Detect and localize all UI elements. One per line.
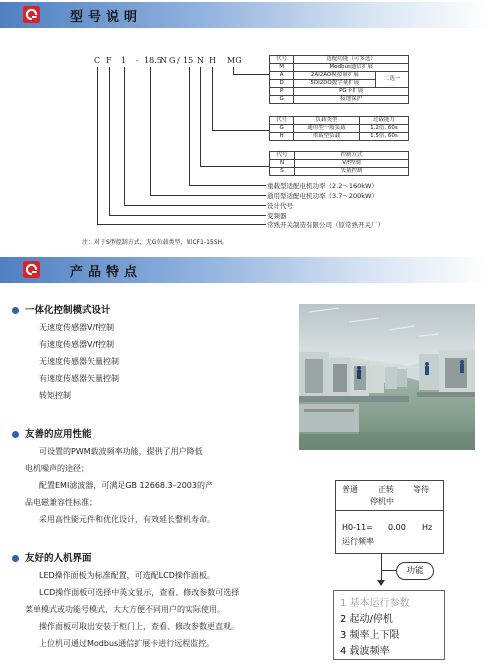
options-header-func: 选配功能（可多选） xyxy=(294,56,409,64)
control-code: S xyxy=(270,168,295,176)
options-func: PG卡扩展 xyxy=(294,88,409,96)
options-code: A xyxy=(270,72,294,80)
code-1: 1 xyxy=(121,56,127,65)
lcd-status: 停机中 xyxy=(370,497,394,506)
feature-line: 操作面板可取出安装于柜门上，查看、修改参数更直观。 xyxy=(39,622,239,631)
options-code: M xyxy=(270,64,294,72)
code-n1: N xyxy=(160,56,167,65)
load-header-type: 负载类型 xyxy=(294,117,360,125)
control-header-mode: 控制方式 xyxy=(295,152,409,160)
options-table xyxy=(269,55,409,104)
feature-line: 配置EMI滤波器，可满足GB 12668.3–2003的产 xyxy=(39,481,213,490)
lcd-value: 0.00 xyxy=(388,523,406,532)
flow-arrow xyxy=(381,553,382,583)
code-g: G xyxy=(169,56,176,65)
label-heavy-power: 重载型适配电机功率（2.2～160kW） xyxy=(267,182,378,190)
code-slash: / xyxy=(177,56,180,65)
lcd-mode: 普通 xyxy=(342,485,358,494)
load-table xyxy=(269,116,409,141)
label-design-code: 设计代号 xyxy=(267,202,293,210)
load-type: 重载型负载 xyxy=(294,133,360,141)
load-type: 通用型一般负载 xyxy=(294,125,360,133)
button-connector xyxy=(381,570,396,571)
code-f: F xyxy=(106,56,112,65)
menu-item[interactable]: 3 频率上下限 xyxy=(340,630,400,641)
lcd-unit: Hz xyxy=(422,523,433,532)
lcd-param: H0-11= xyxy=(342,523,373,532)
model-note: 注：对于S型控制方式，无G负载类型，如CF1-15SH。 xyxy=(82,239,229,246)
feature-line: 转矩控制 xyxy=(39,391,71,400)
load-overload: 1.5倍, 60s xyxy=(359,133,408,141)
feature-title: 一体化控制模式设计 xyxy=(25,305,111,316)
control-mode: 矢量控制 xyxy=(295,168,409,176)
label-inverter: 变频器 xyxy=(267,212,287,220)
lcd-divider xyxy=(336,510,443,511)
options-func: Modbus通信扩展 xyxy=(294,64,409,72)
code-mg: MG xyxy=(227,56,242,65)
section-title: 产品特点 xyxy=(70,265,143,280)
feature-line: 无速度传感器V/f控制 xyxy=(39,323,114,332)
bullet-icon xyxy=(12,307,19,314)
control-table xyxy=(269,151,409,176)
options-header-code: 代号 xyxy=(270,56,294,64)
menu-item[interactable]: 4 载波频率 xyxy=(340,646,390,657)
function-button[interactable]: 功能 xyxy=(396,562,434,580)
code-rating: 18.5 xyxy=(144,56,162,65)
load-header-overload: 过载能力 xyxy=(359,117,408,125)
options-func: 5DI2DO数字量扩展 xyxy=(294,80,376,88)
options-code: D xyxy=(270,80,294,88)
section-header-model xyxy=(0,2,491,28)
feature-line: 采用高性能元件和优化设计，有效延长整机寿命。 xyxy=(39,515,215,524)
menu-item[interactable]: 1 基本运行参数 xyxy=(340,598,410,609)
bullet-icon xyxy=(12,431,19,438)
control-header-code: 代号 xyxy=(270,152,295,160)
feature-line: 有速度传感器V/f控制 xyxy=(39,340,114,349)
code-n2: N xyxy=(197,56,204,65)
lcd-state: 等待 xyxy=(413,485,429,494)
arrow-head-icon xyxy=(377,580,385,586)
options-choose-one: 二选一 xyxy=(376,72,409,88)
lcd-menu xyxy=(333,590,445,660)
feature-line: 电机噪声的途径； xyxy=(25,464,89,473)
feature-line: LED操作面板为标准配置，可选配LCD操作面板。 xyxy=(39,571,215,580)
options-code: P xyxy=(270,88,294,96)
bullet-icon xyxy=(12,555,19,562)
options-func: 2AI2AO模拟量扩展 xyxy=(294,72,376,80)
control-mode: V/f控制 xyxy=(295,160,409,168)
feature-title: 友善的应用性能 xyxy=(25,429,92,440)
label-general-power: 通用型适配电机功率（3.7～200kW） xyxy=(267,192,378,200)
feature-line: 品电磁兼容性标准； xyxy=(25,498,97,507)
feature-line: 可设置的PWM载波频率功能，提供了用户降低 xyxy=(39,447,203,456)
load-code: G xyxy=(270,125,294,133)
code-h: H xyxy=(209,56,216,65)
code-dash: - xyxy=(136,56,139,65)
lcd-display xyxy=(335,480,444,554)
code-c: C xyxy=(94,56,101,65)
section-header-features xyxy=(0,257,491,283)
brand-logo-icon xyxy=(23,261,40,278)
options-func: 接地保护 xyxy=(294,96,409,104)
code-rating2: 15 xyxy=(183,56,194,65)
load-overload: 1.2倍, 60s xyxy=(359,125,408,133)
menu-item[interactable]: 2 起动/停机 xyxy=(340,614,393,625)
label-company: 常熟开关制造有限公司（原常熟开关厂） xyxy=(267,221,384,229)
section-title: 型号说明 xyxy=(70,10,143,25)
options-code: G xyxy=(270,96,294,104)
feature-line: 无速度传感器矢量控制 xyxy=(39,357,119,366)
lcd-param-name: 运行频率 xyxy=(342,537,374,546)
feature-title: 友好的人机界面 xyxy=(25,553,92,564)
feature-line: 菜单模式或功能号模式，大大方便不同用户的实际使用。 xyxy=(25,605,225,614)
control-code: N xyxy=(270,160,295,168)
lcd-direction: 正转 xyxy=(378,485,394,494)
load-header-code: 代号 xyxy=(270,117,294,125)
brand-logo-icon xyxy=(23,6,40,23)
feature-line: 有速度传感器矢量控制 xyxy=(39,374,119,383)
factory-photo xyxy=(299,304,475,450)
load-code: H xyxy=(270,133,294,141)
feature-line: 上位机可通过Modbus通信扩展卡进行远程监控。 xyxy=(39,639,215,648)
feature-line: LCD操作面板可选择中英文显示，查看、修改参数可选择 xyxy=(39,588,240,597)
